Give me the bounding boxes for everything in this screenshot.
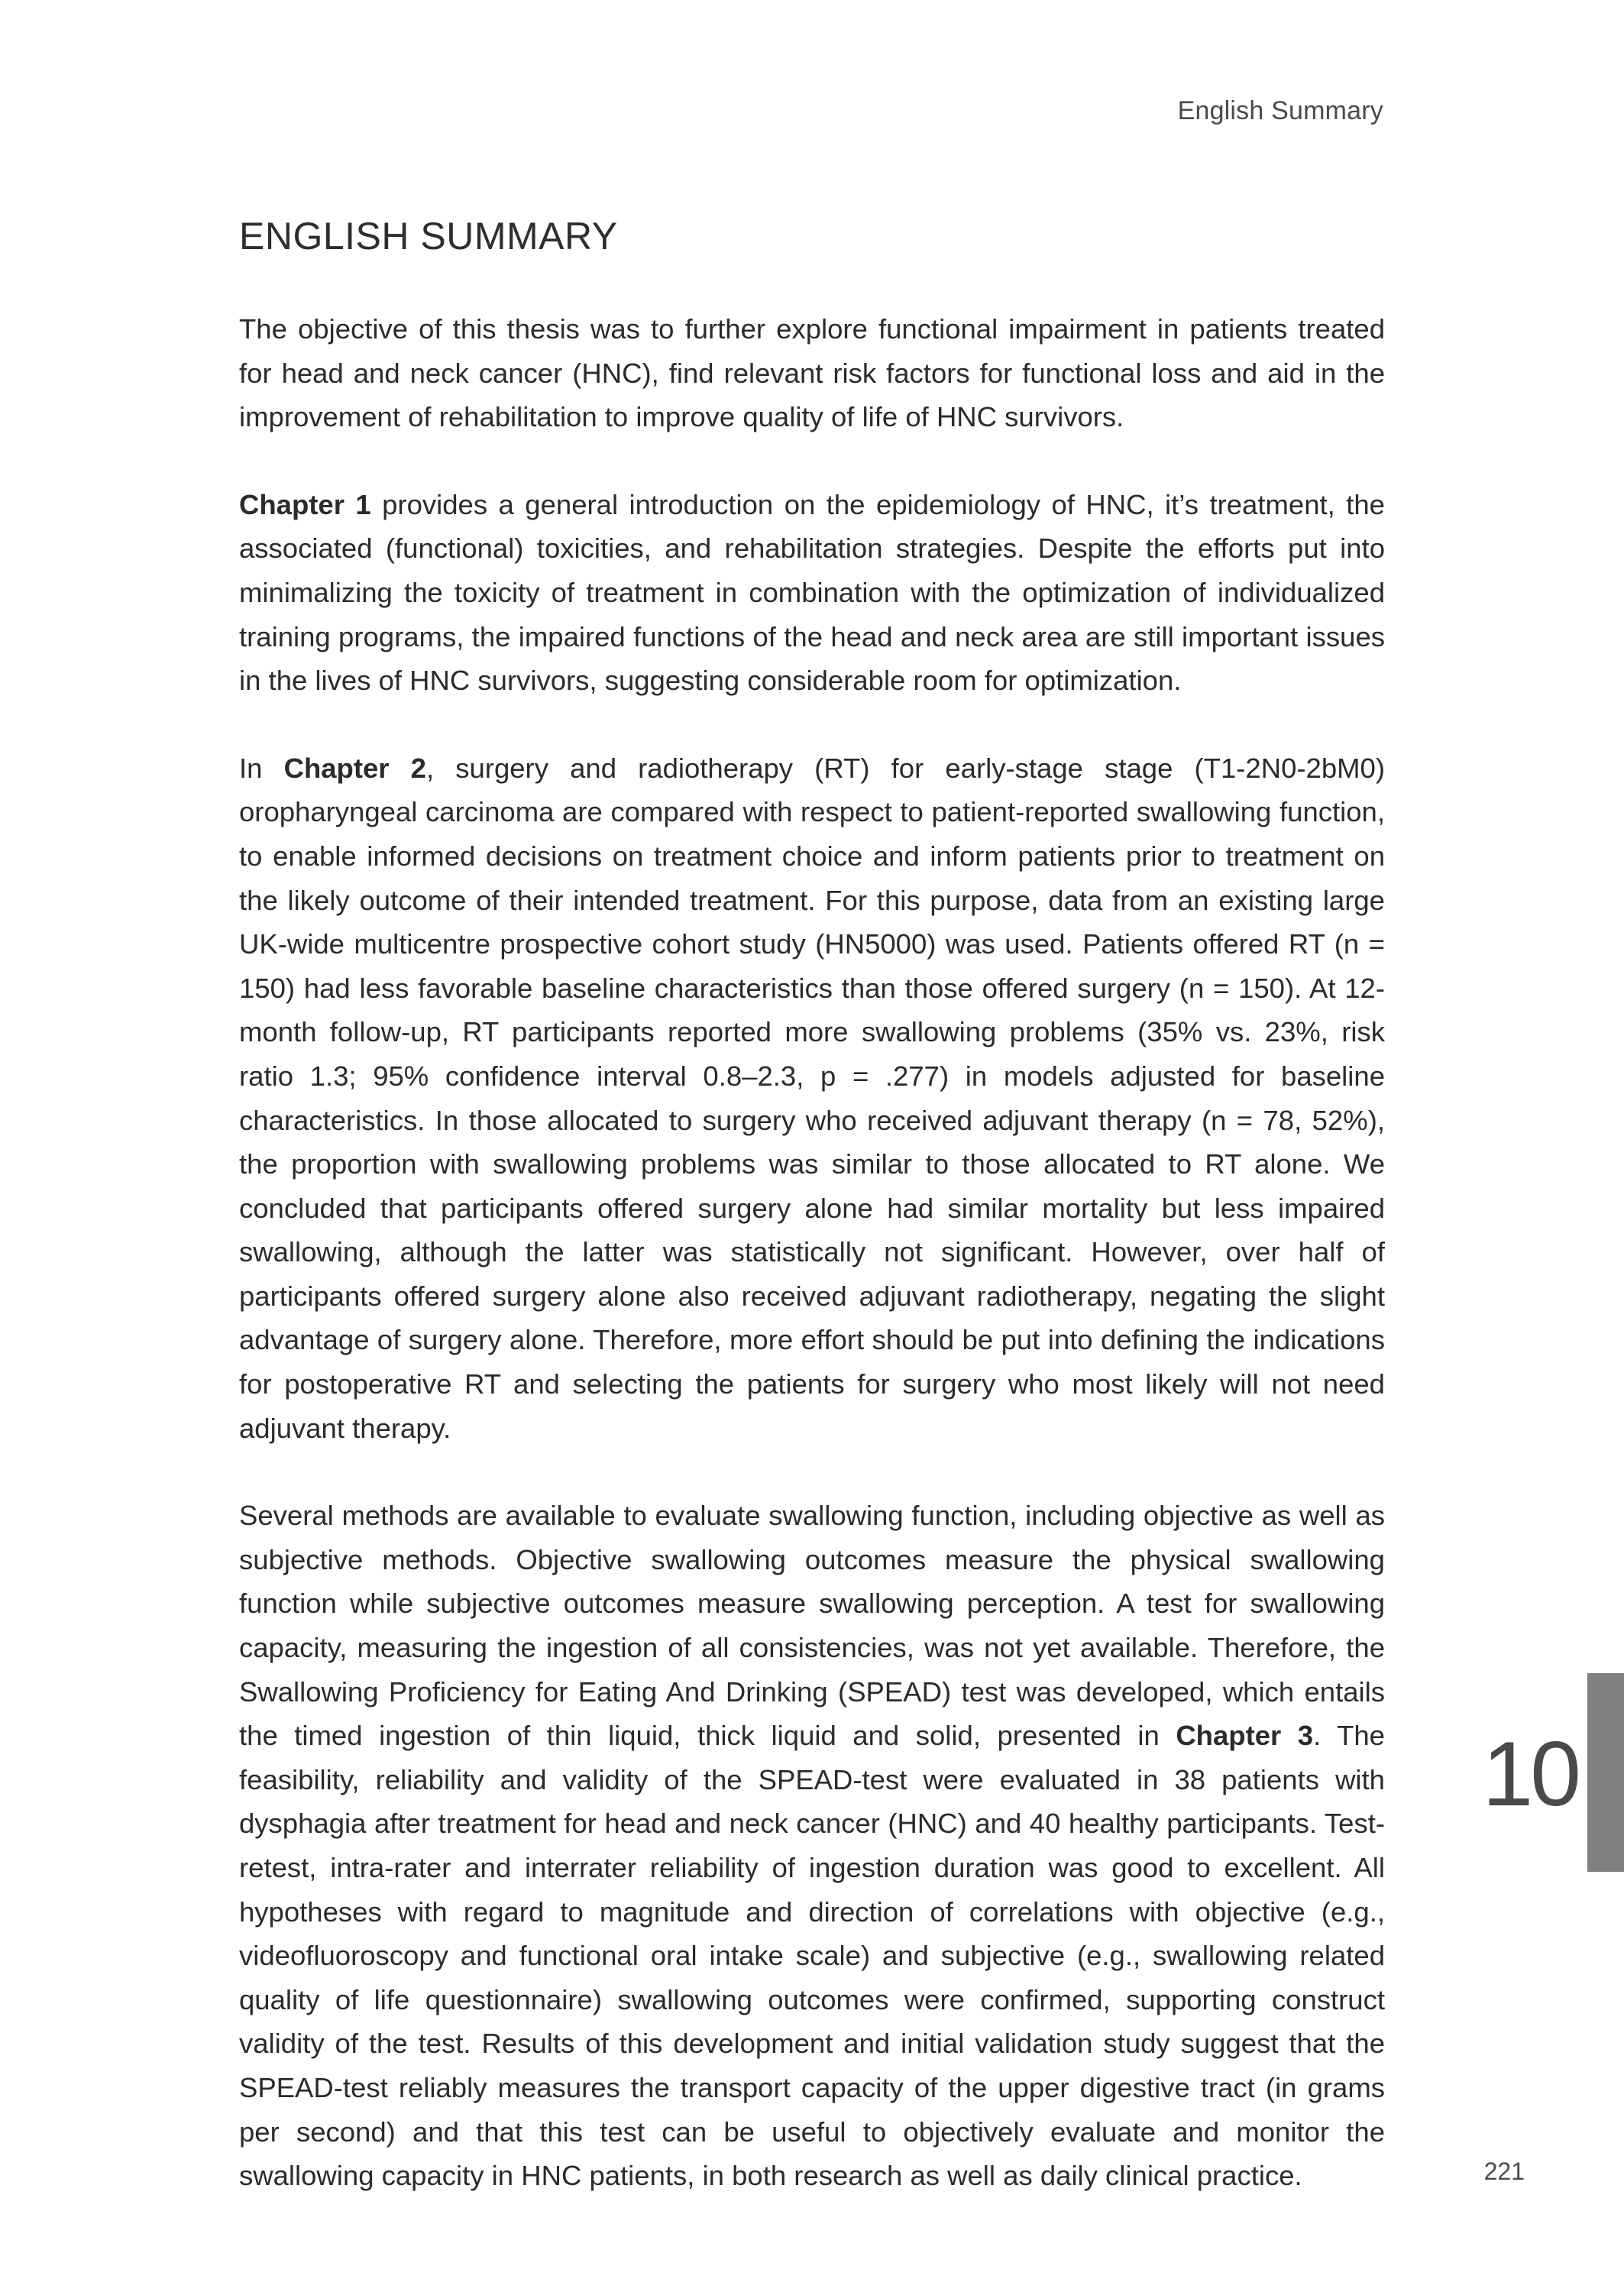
chapter-thumb-tab (1587, 1673, 1624, 1872)
body-text (239, 307, 1385, 2242)
chapter-3-pre: Several methods are available to evaluate swallowing function, including objective as well as subjective methods. Objective swallowing outcomes measure the physical swallowing function while subjective outcomes measure swallowing perception. A test for swallowing capacity, measuring the ingestion of all consistencies, was not yet available. Therefore, the Swallowing Proficiency for Eating And Drinking (SPEAD) test was developed, which entails the timed ingestion of thin liquid, thick liquid and solid, presented in (239, 1500, 1385, 1752)
chapter-2-reference: Chapter 2 (283, 752, 426, 784)
paragraph-objective: The objective of this thesis was to further explore functional impairment in patients treated for head and neck cancer (HNC), find relevant risk factors for functional loss and aid in the improvement of rehabilitation to improve quality of life of HNC survivors. (239, 313, 1385, 433)
paragraph-chapter-3 (239, 1494, 1385, 2198)
chapter-2-pre: In (239, 752, 284, 784)
chapter-3-text: . The feasibility, reliability and validity of the SPEAD-test were evaluated in 38 patients with dysphagia after treatment for head and neck cancer (HNC) and 40 healthy participants. Test-retest, intra-rater and interrater reliability of ingestion duration was good to excellent. All hypotheses with regard to magnitude and direction of correlations with objective (e.g., videofluoroscopy and functional oral intake scale) and subjective (e.g., swallowing related quality of life questionnaire) swallowing outcomes were confirmed, supporting construct validity of the test. Results of this development and initial validation study suggest that the SPEAD-test reliably measures the transport capacity of the upper digestive tract (in grams per second) and that this test can be useful to objectively evaluate and monitor the swallowing capacity in HNC patients, in both research as well as daily clinical practice. (239, 1720, 1385, 2192)
chapter-tab-number: 10 (1482, 1723, 1578, 1825)
page-number: 221 (1483, 2158, 1525, 2185)
running-header: English Summary (1177, 96, 1383, 125)
page-title: ENGLISH SUMMARY (239, 215, 618, 257)
chapter-1-text: provides a general introduction on the epidemiology of HNC, it’s treatment, the associated (functional) toxicities, and rehabilitation strategies. Despite the efforts put into minimalizing the toxicity of treatment in combination with the optimization of individualized training programs, the impaired functions of the head and neck area are still important issues in the lives of HNC survivors, suggesting considerable room for optimization. (239, 488, 1385, 697)
paragraph-chapter-2 (239, 746, 1385, 1451)
paragraph-chapter-1 (239, 483, 1385, 703)
chapter-2-text: , surgery and radiotherapy (RT) for early-stage stage (T1-2N0-2bM0) oropharyngeal carcinoma are compared with respect to patient-reported swallowing function, to enable informed decisions on treatment choice and inform patients prior to treatment on the likely outcome of their intended treatment. For this purpose, data from an existing large UK-wide multicentre prospective cohort study (HN5000) was used. Patients offered RT (n = 150) had less favorable baseline characteristics than those offered surgery (n = 150). At 12-month follow-up, RT participants reported more swallowing problems (35% vs. 23%, risk ratio 1.3; 95% confidence interval 0.8–2.3, p = .277) in models adjusted for baseline characteristics. In those allocated to surgery who received adjuvant therapy (n = 78, 52%), the proportion with swallowing problems was similar to those allocated to RT alone. We concluded that participants offered surgery alone had similar mortality but less impaired swallowing, although the latter was statistically not significant. However, over half of participants offered surgery alone also received adjuvant radiotherapy, negating the slight advantage of surgery alone. Therefore, more effort should be put into defining the indications for postoperative RT and selecting the patients for surgery who most likely will not need adjuvant therapy. (239, 752, 1385, 1444)
chapter-1-reference: Chapter 1 (239, 488, 371, 520)
chapter-3-reference: Chapter 3 (1176, 1720, 1314, 1752)
